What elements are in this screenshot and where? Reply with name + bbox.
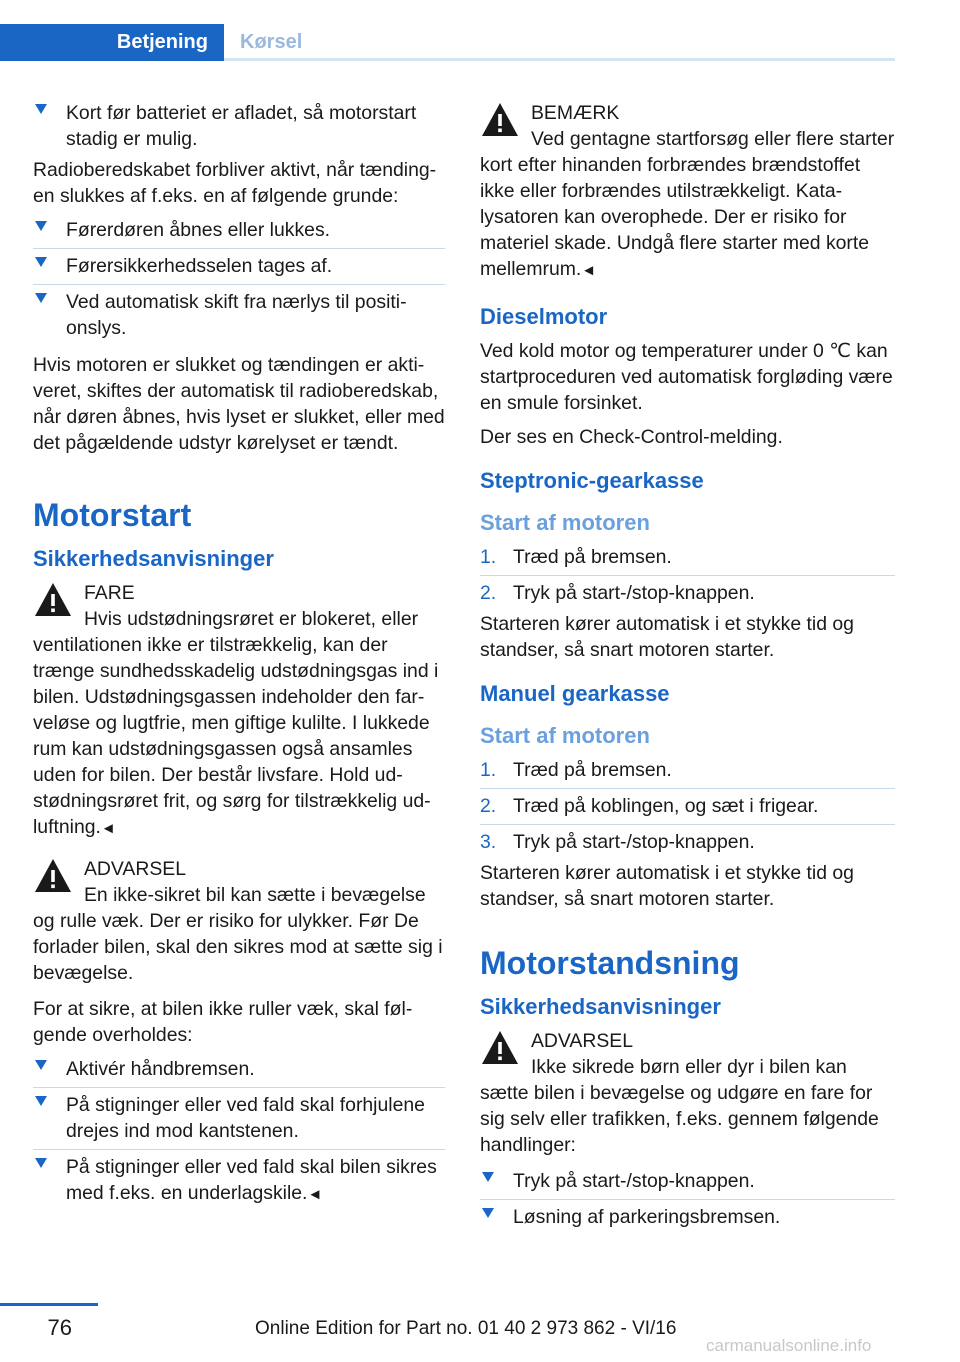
bullet-triangle-icon [35, 221, 47, 231]
warning-triangle-icon [33, 856, 73, 896]
end-mark-icon: ◄ [581, 262, 597, 279]
list-item: Løsning af parkeringsbremsen. [480, 1199, 895, 1235]
subsubheading-start: Start af motoren [480, 510, 650, 535]
list-item: På stigninger eller ved fald skal bilen sikres med f.eks. en underlagskile.◄ [33, 1149, 445, 1213]
notice-label: BEMÆRK [531, 102, 620, 124]
list-item: Førerdøren åbnes eller lukkes. [33, 217, 445, 248]
warning-notice [33, 856, 445, 986]
list-item: Tryk på start-/stop-knappen. [480, 1168, 895, 1199]
notice-text: Ved gentagne startforsøg eller flere starter kort efter hinanden forbrændes brændstoffet ikke eller forbrændes utilstrækkeligt. Katalysatoren kan overophede. Der er risiko for materiel skade. Undgå flere starter med korte mellemrum. [480, 128, 895, 280]
notice-text: Hvis udstødningsrøret er blokeret, eller ventilationen ikke er tilstrækkelig, kan der trænge sundhedsskadelig udstødningsgas ind i bilen. Udstødningsgassen indeholder den farveløse og lugtfrie, men giftige kulilte. I lukkede rum kan udstødningsgassen også ansamles uden for bilen. Der består livsfare. Hold udstødningsrøret frit, og sørg for tilstrækkelig udluftning. [33, 608, 439, 838]
list-item: 2. Tryk på start-/stop-knappen. [480, 575, 895, 611]
list-item: 2. Træd på koblingen, og sæt i frigear. [480, 788, 895, 824]
subheading-safety: Sikkerhedsanvisninger [33, 546, 274, 571]
subheading-safety: Sikkerhedsanvisninger [480, 994, 721, 1019]
note-notice [480, 100, 895, 284]
edition-label: Online Edition for Part no. 01 40 2 973 862 - VI/16 [255, 1318, 677, 1339]
section-heading-motorstandsning: Motorstandsning [480, 945, 740, 981]
left-column [33, 100, 445, 1213]
list-item: På stigninger eller ved fald skal forhjulene drejes ind mod kantstenen. [33, 1087, 445, 1149]
subheading-dieselmotor: Dieselmotor [480, 304, 608, 329]
paragraph: Der ses en Check-Control-melding. [480, 426, 783, 448]
tab-korsel[interactable]: Kørsel [240, 31, 303, 53]
notice-text: En ikke-sikret bil kan sætte i bevægelse og rulle væk. Der er risiko for ulykker. Før De forlader bilen, skal den sikres mod at sætte sig i bevægelse. [33, 884, 443, 984]
footer-rule [0, 1303, 98, 1306]
subheading-steptronic: Steptronic-gearkasse [480, 468, 704, 493]
warning-triangle-icon [480, 100, 520, 140]
section-heading-motorstart: Motorstart [33, 497, 192, 533]
notice-label: FARE [84, 582, 135, 604]
header-rule [224, 58, 895, 61]
bullet-triangle-icon [482, 1172, 494, 1182]
paragraph: Ved kold motor og temperaturer under 0 ℃ kan startproceduren ved automatisk forgløding være en smule forsinket. [480, 340, 893, 414]
bullet-triangle-icon [35, 257, 47, 267]
tab-betjening[interactable]: Betjening [0, 24, 224, 61]
subheading-manual: Manuel gearkasse [480, 681, 670, 706]
bullet-triangle-icon [35, 104, 47, 114]
list-item: Aktivér håndbremsen. [33, 1056, 445, 1087]
bullet-triangle-icon [35, 1158, 47, 1168]
notice-label: ADVARSEL [531, 1030, 634, 1052]
watermark: carmanualsonline.info [706, 1336, 872, 1355]
list-item: 3. Tryk på start-/stop-knappen. [480, 824, 895, 860]
end-mark-icon: ◄ [100, 820, 116, 837]
bullet-triangle-icon [35, 1096, 47, 1106]
page-number: 76 [47, 1315, 72, 1340]
list-item: Førersikkerhedsselen tages af. [33, 248, 445, 284]
bullet-triangle-icon [35, 1060, 47, 1070]
paragraph: Starteren kører automatisk i et stykke tid og standser, så snart motoren starter. [480, 862, 854, 910]
notice-label: ADVARSEL [84, 858, 187, 880]
top-navigation [0, 24, 895, 61]
danger-notice [33, 580, 445, 842]
paragraph: For at sikre, at bilen ikke ruller væk, skal følgende overholdes: [33, 998, 413, 1046]
warning-notice [480, 1028, 895, 1158]
notice-text: Ikke sikrede børn eller dyr i bilen kan sætte bilen i bevægelse og udgøre en fare for sig selv eller trafikken, f.eks. gennem følgende handlinger: [480, 1056, 879, 1156]
end-mark-icon: ◄ [307, 1186, 323, 1203]
paragraph: Radioberedskabet forbliver aktivt, når tændingen slukkes af f.eks. en af følgende grunde: [33, 159, 437, 207]
list-item: 1. Træd på bremsen. [480, 546, 672, 568]
right-column [480, 100, 895, 1235]
paragraph: Hvis motoren er slukket og tændingen er aktiveret, skiftes der automatisk til radioberedskab, når døren åbnes, hvis lyset er slukket, eller med det pågældende udstyr kørelyset er tændt. [33, 354, 445, 454]
subsubheading-start: Start af motoren [480, 723, 650, 748]
bullet-triangle-icon [35, 293, 47, 303]
list-item: 1. Træd på bremsen. [480, 759, 672, 781]
warning-triangle-icon [33, 580, 73, 620]
list-item: Kort før batteriet er afladet, så motorstart stadig er mulig. [33, 100, 445, 157]
warning-triangle-icon [480, 1028, 520, 1068]
list-item: Ved automatisk skift fra nærlys til positionslys. [33, 284, 445, 346]
bullet-triangle-icon [482, 1208, 494, 1218]
paragraph: Starteren kører automatisk i et stykke tid og standser, så snart motoren starter. [480, 613, 854, 661]
